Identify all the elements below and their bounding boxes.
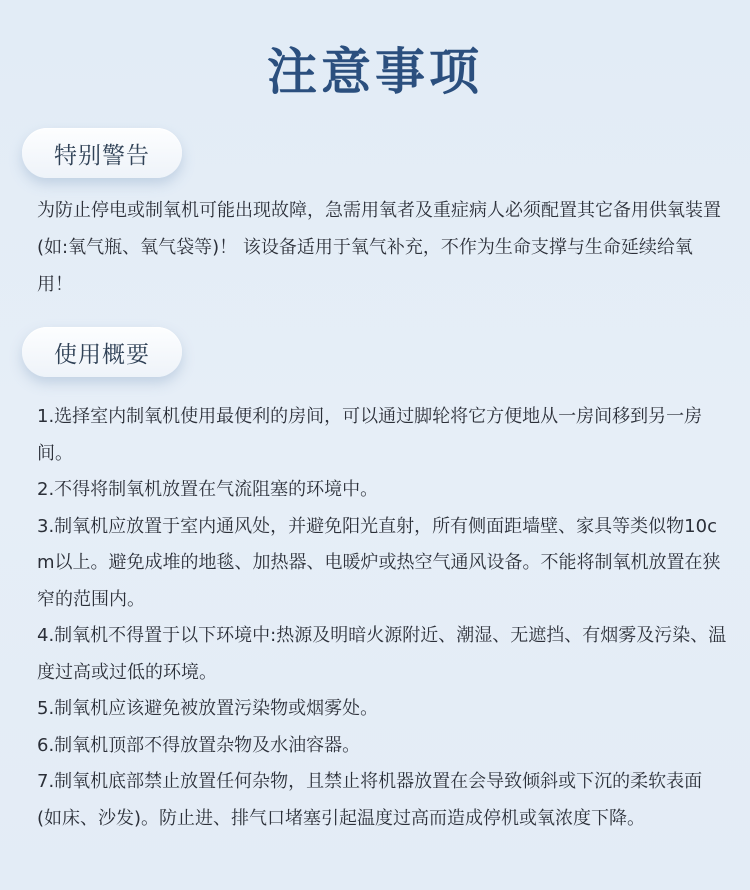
page-title: 注意事项: [267, 43, 483, 101]
section-heading-overview: 使用概要: [22, 327, 182, 377]
list-item: 6.制氧机顶部不得放置杂物及水油容器。: [37, 734, 361, 756]
list-item: 5.制氧机应该避免被放置污染物或烟雾处。: [37, 698, 379, 719]
overview-list: [37, 399, 727, 837]
section-heading-warning: 特别警告: [22, 128, 182, 178]
list-item: 1.选择室内制氧机使用最便利的房间，可以通过脚轮将它方便地从一房间移到另一房间。: [37, 406, 703, 464]
list-item: 3.制氧机应放置于室内通风处，并避免阳光直射，所有侧面距墙壁、家具等类似物10cm以上。避免成堆的地毯、加热器、电暖炉或热空气通风设备。不能将制氧机放置在狭窄的范围内。: [37, 515, 721, 610]
list-item: 2.不得将制氧机放置在气流阻塞的环境中。: [37, 479, 379, 500]
list-item: 7.制氧机底部禁止放置任何杂物，且禁止将机器放置在会导致倾斜或下沉的柔软表面(如床、沙发)。防止进、排气口堵塞引起温度过高而造成停机或氧浓度下降。: [37, 771, 703, 829]
warning-paragraph: 为防止停电或制氧机可能出现故障，急需用氧者及重症病人必须配置其它备用供氧装置(如:氧气瓶、氧气袋等)！ 该设备适用于氧气补充，不作为生命支撑与生命延续给氧用！: [37, 200, 721, 295]
list-item: 4.制氧机不得置于以下环境中:热源及明暗火源附近、潮湿、无遮挡、有烟雾及污染、温度过高或过低的环境。: [37, 625, 727, 683]
